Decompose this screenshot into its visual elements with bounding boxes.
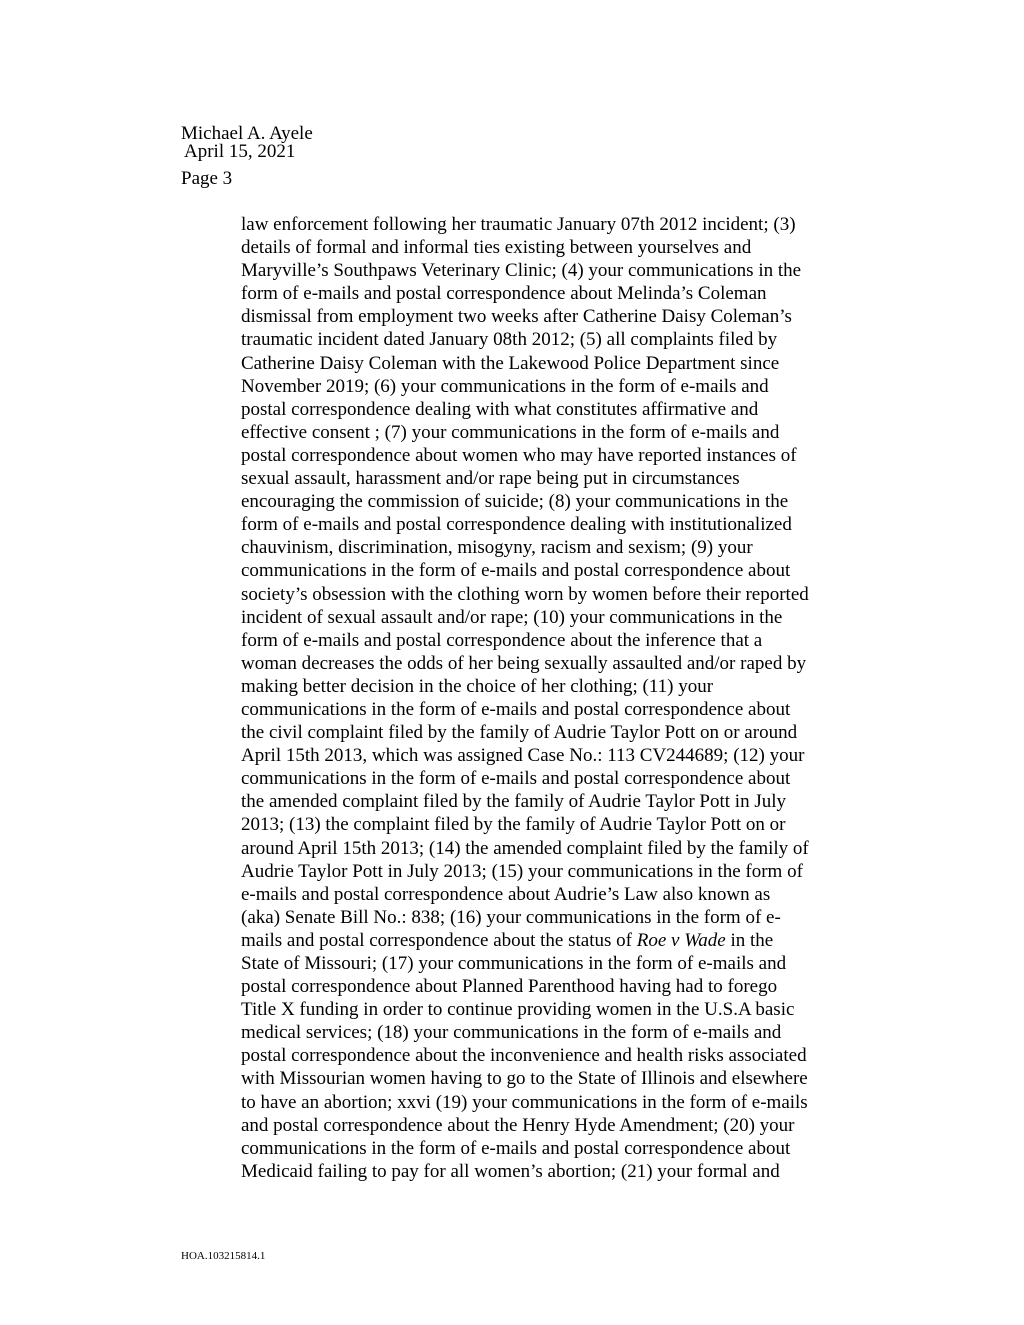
body-line: 2013; (13) the complaint filed by the family of Audrie Taylor Pott on or [241,814,786,836]
body-line: November 2019; (6) your communications in the form of e-mails and [241,375,769,397]
body-text-run: in the [725,929,774,951]
body-line: dismissal from employment two weeks after Catherine Daisy Coleman’s [241,306,792,328]
body-line: communications in the form of e-mails and postal correspondence about [241,1137,791,1159]
body-line: form of e-mails and postal correspondence about Melinda’s Coleman [241,283,767,305]
body-line: Maryville’s Southpaws Veterinary Clinic; (4) your communications in the [241,260,802,282]
letter-body [241,213,851,1183]
page-number: Page 3 [181,168,233,189]
body-line: to have an abortion; xxvi (19) your communications in the form of e-mails [241,1091,808,1113]
body-line: Audrie Taylor Pott in July 2013; (15) your communications in the form of [241,860,803,882]
body-line: form of e-mails and postal correspondence about the inference that a [241,629,763,651]
case-name-italic: Roe v Wade [636,929,726,951]
body-line: communications in the form of e-mails and postal correspondence about [241,698,791,720]
body-line: effective consent ; (7) your communications in the form of e-mails and [241,421,780,443]
body-line: law enforcement following her traumatic January 07th 2012 incident; (3) [241,214,796,235]
body-line: sexual assault, harassment and/or rape being put in circumstances [241,468,740,490]
body-line: postal correspondence about women who may have reported instances of [241,444,797,466]
body-line: incident of sexual assault and/or rape; (10) your communications in the [241,606,783,628]
body-line: and postal correspondence about the Henry Hyde Amendment; (20) your [241,1114,795,1136]
body-line: traumatic incident dated January 08th 2012; (5) all complaints filed by [241,329,778,351]
body-line: e-mails and postal correspondence about Audrie’s Law also known as [241,883,771,905]
body-line: communications in the form of e-mails and postal correspondence about [241,768,791,790]
letter-header [181,122,313,190]
body-line: Medicaid failing to pay for all women’s abortion; (21) your formal and [241,1160,780,1182]
body-line: medical services; (18) your communications in the form of e-mails and [241,1022,782,1044]
body-line: State of Missouri; (17) your communications in the form of e-mails and [241,953,787,974]
body-line-roe-v-wade [241,929,851,952]
body-line: (aka) Senate Bill No.: 838; (16) your communications in the form of e- [241,906,781,928]
body-line: society’s obsession with the clothing worn by women before their reported [241,583,809,605]
body-line: details of formal and informal ties existing between yourselves and [241,237,752,259]
body-line: the amended complaint filed by the family of Audrie Taylor Pott in July [241,791,786,813]
body-text-run: mails and postal correspondence about the status of [241,929,637,951]
body-line: April 15th 2013, which was assigned Case No.: 113 CV244689; (12) your [241,745,805,767]
document-id-footer: HOA.103215814.1 [181,1250,266,1262]
letter-date: April 15, 2021 [184,141,296,162]
body-line: Catherine Daisy Coleman with the Lakewood Police Department since [241,352,780,374]
body-line: woman decreases the odds of her being sexually assaulted and/or raped by [241,652,807,674]
body-line: Title X funding in order to continue providing women in the U.S.A basic [241,999,795,1021]
recipient-name: Michael A. Ayele [181,123,313,144]
body-line: around April 15th 2013; (14) the amended complaint filed by the family of [241,837,809,859]
body-line: postal correspondence about Planned Parenthood having had to forego [241,976,778,998]
body-line: form of e-mails and postal correspondence dealing with institutionalized [241,514,792,536]
body-line: postal correspondence dealing with what constitutes affirmative and [241,398,759,420]
body-line: chauvinism, discrimination, misogyny, racism and sexism; (9) your [241,537,753,559]
body-line: postal correspondence about the inconvenience and health risks associated [241,1045,807,1067]
body-line: encouraging the commission of suicide; (8) your communications in the [241,491,789,513]
body-line: making better decision in the choice of her clothing; (11) your [241,675,714,697]
body-line: communications in the form of e-mails and postal correspondence about [241,560,791,582]
body-line: the civil complaint filed by the family of Audrie Taylor Pott on or around [241,722,798,744]
body-line: with Missourian women having to go to the State of Illinois and elsewhere [241,1068,808,1090]
